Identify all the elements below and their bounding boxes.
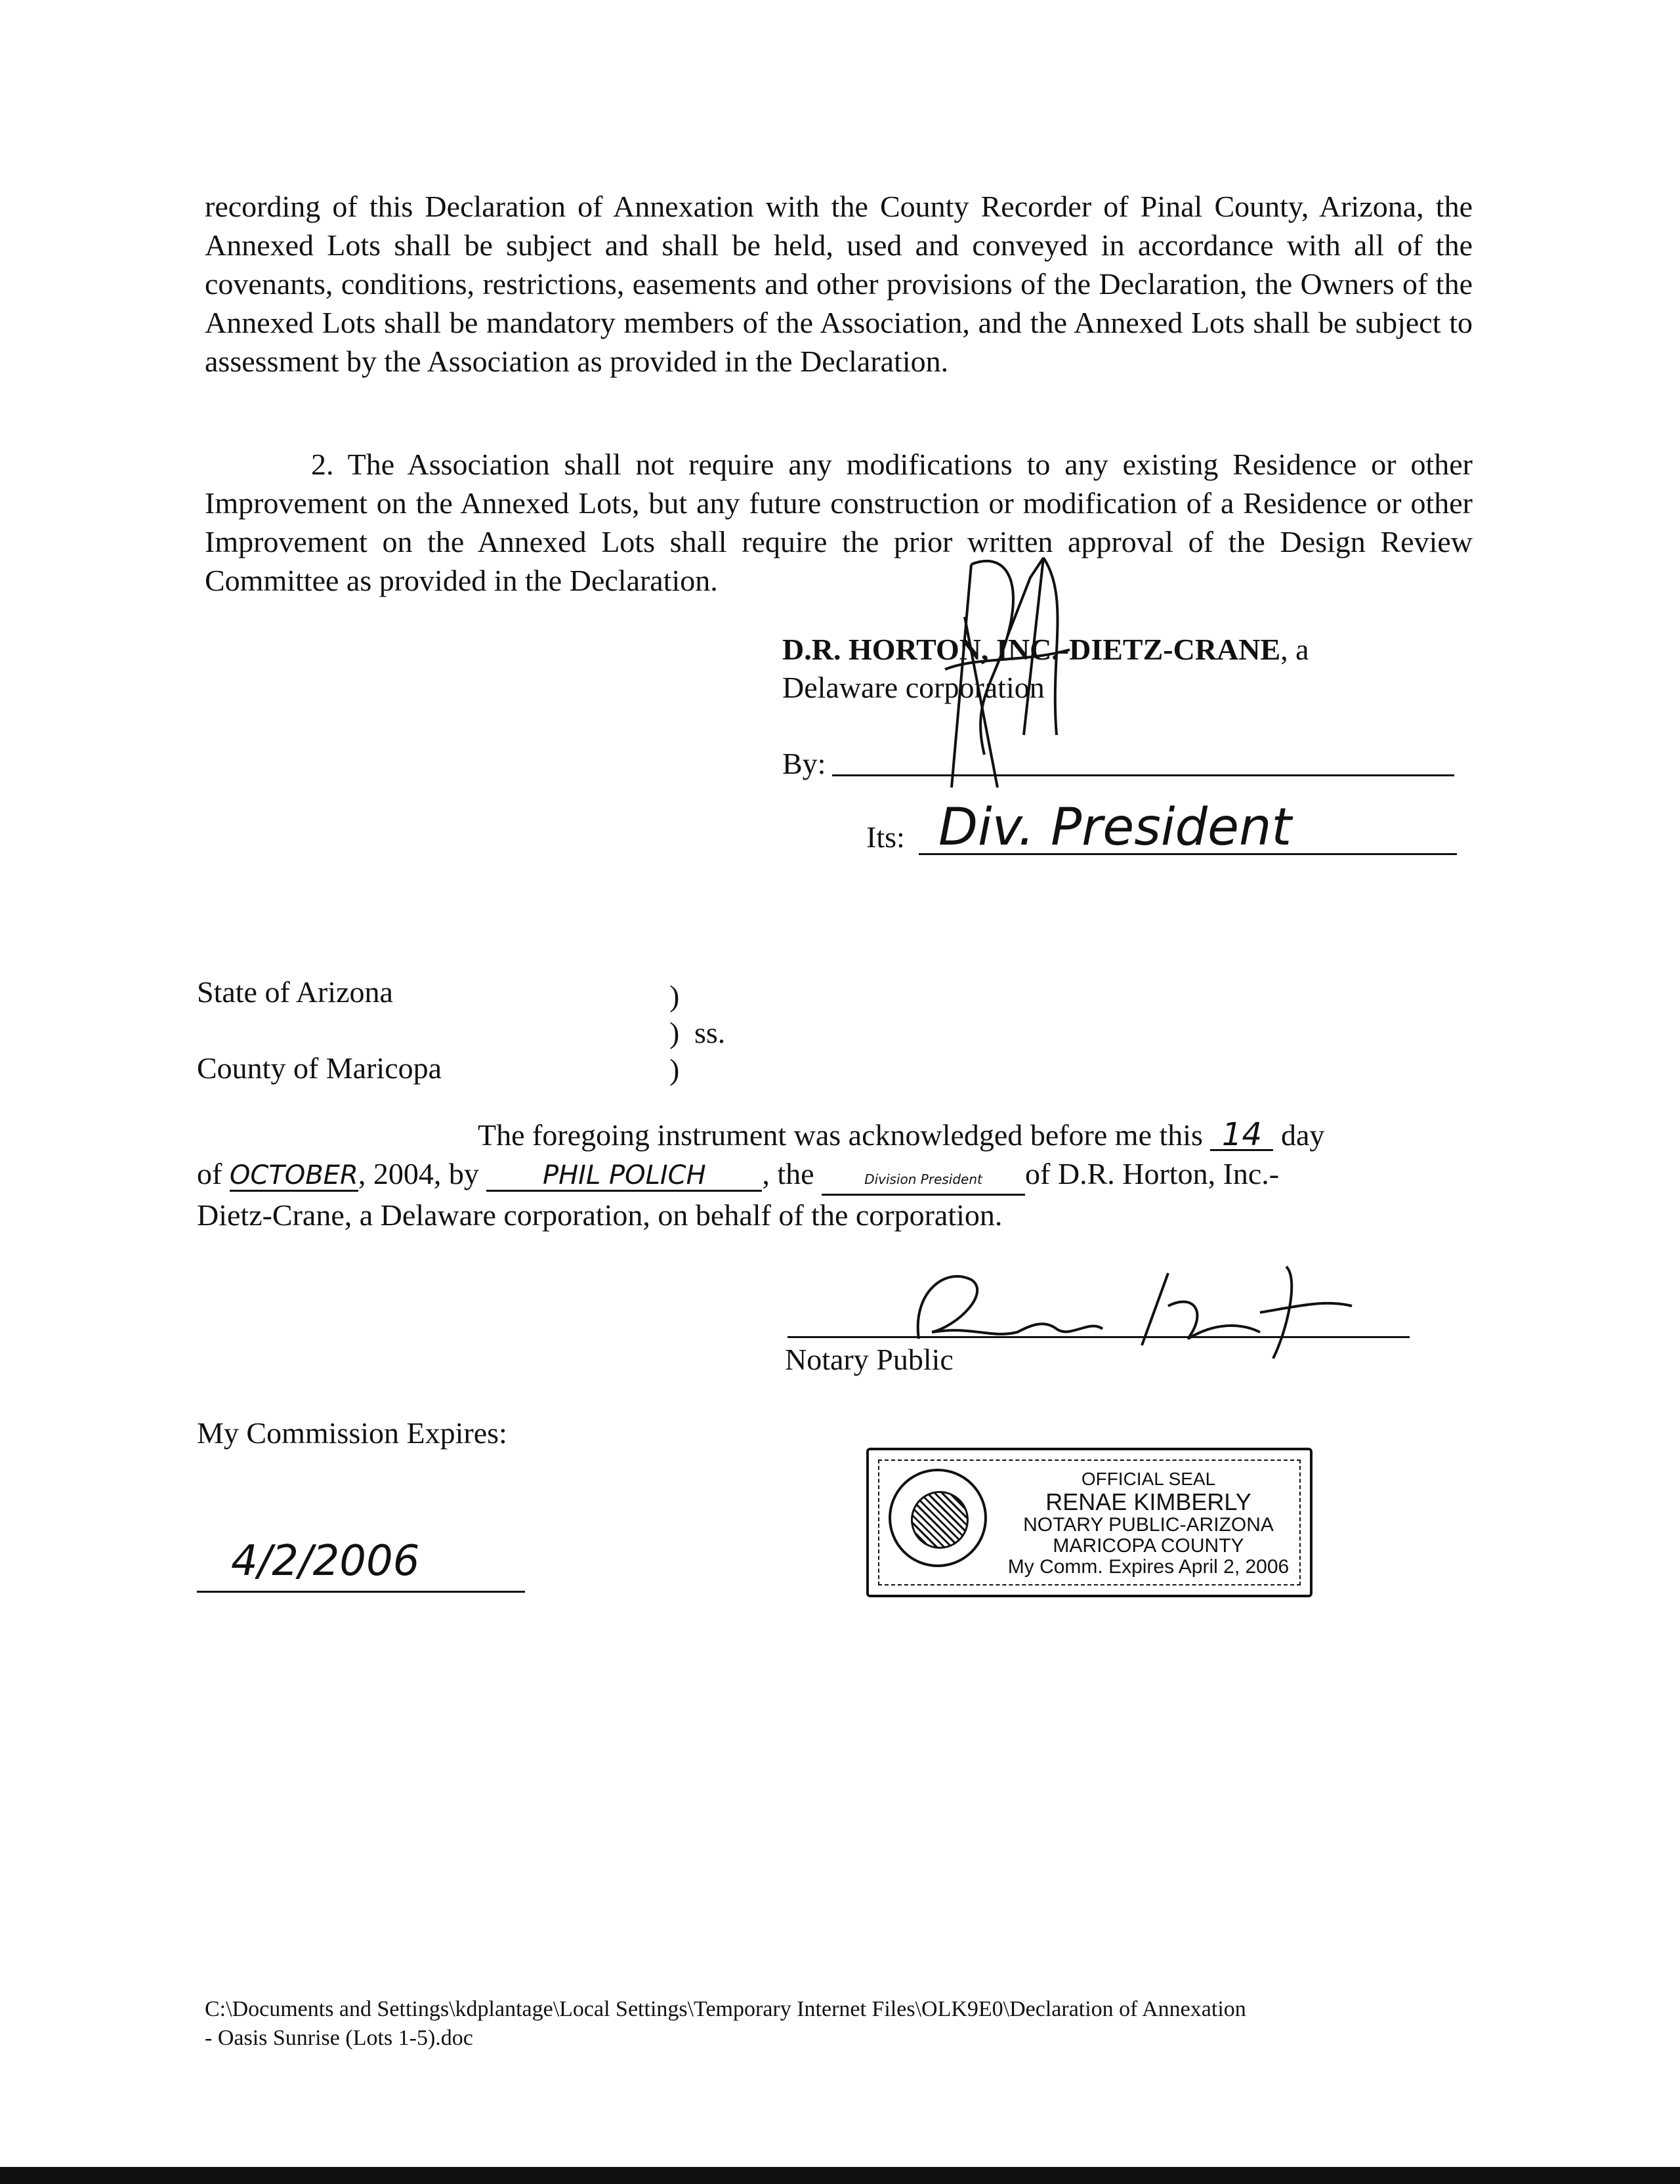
seal-line-4: MARICOPA COUNTY	[1053, 1535, 1244, 1557]
venue-county: County of Maricopa	[197, 1051, 442, 1085]
notary-label: Notary Public	[785, 1343, 954, 1376]
ack-part-6: of D.R. Horton, Inc.-	[1025, 1157, 1280, 1190]
ack-month-value: OCTOBER	[229, 1160, 358, 1190]
commission-label: My Commission Expires:	[197, 1416, 507, 1450]
state-seal-emblem	[889, 1469, 987, 1567]
signer-signature	[873, 538, 1083, 814]
acknowledgment	[197, 1116, 1473, 1234]
seal-line-2: RENAE KIMBERLY	[1045, 1488, 1251, 1515]
by-label: By:	[782, 747, 826, 780]
ack-day-value: 14	[1210, 1120, 1273, 1151]
company-suffix: , a	[1280, 633, 1309, 666]
seal-text	[1000, 1469, 1297, 1578]
commission-value: 4/2/2006	[231, 1537, 420, 1586]
venue-paren-2: )	[669, 1016, 680, 1049]
scan-edge	[0, 2167, 1680, 2184]
file-path-footer	[205, 1995, 1491, 2053]
venue-ss: ss.	[694, 1016, 726, 1049]
paragraph-2: 2. The Association shall not require any modifications to any existing Residence or other Improvement on the Annexed Lots, but any future construction or modification of a Residence or other Improvement on the Annexed Lots shall require the prior written approval of the Design Review Committee as provided in the Declaration.	[205, 448, 1473, 597]
venue-state: State of Arizona	[197, 975, 393, 1009]
its-value: Div. President	[938, 798, 1292, 857]
ack-part-7: Dietz-Crane, a Delaware corporation, on behalf of the corporation.	[197, 1198, 1003, 1232]
official-seal-stamp	[866, 1448, 1312, 1597]
notary-signature-line	[788, 1336, 1410, 1338]
ack-part-3: of	[197, 1157, 222, 1190]
ack-part-1: The foregoing instrument was acknowledged before me this	[478, 1118, 1203, 1152]
paragraph-1: recording of this Declaration of Annexation with the County Recorder of Pinal County, Arizona, the Annexed Lots shall be subject and shall be held, used and conveyed in accordance with all of the covenants, conditions, restrictions, easements and other provisions of the Declaration, the Owners of the Annexed Lots shall be mandatory members of the Association, and the Annexed Lots shall be subject to assessment by the Association as provided in the Declaration.	[205, 190, 1473, 378]
footer-path-line-2: - Oasis Sunrise (Lots 1-5).doc	[205, 2026, 473, 2050]
seal-line-5: My Comm. Expires April 2, 2006	[1007, 1556, 1290, 1578]
notary-signature	[892, 1253, 1365, 1372]
ack-part-5: , the	[762, 1157, 814, 1190]
seal-line-1: OFFICIAL SEAL	[1081, 1469, 1216, 1489]
its-label: Its:	[866, 820, 905, 854]
commission-line	[197, 1591, 525, 1593]
company-line-2: Delaware corporation	[782, 671, 1045, 704]
seal-line-3: NOTARY PUBLIC-ARIZONA	[1023, 1514, 1274, 1536]
ack-title-value: Division President	[822, 1165, 1025, 1196]
footer-path: C:\Documents and Settings\kdplantage\Local Settings\Temporary Internet Files\OLK9E0\Declaration of Annexation	[205, 1997, 1246, 2021]
company-name: D.R. HORTON, INC.-DIETZ-CRANE	[782, 633, 1281, 666]
venue-paren-1: )	[669, 979, 680, 1013]
ack-part-2: day	[1280, 1118, 1325, 1152]
venue-paren-3: )	[669, 1053, 680, 1086]
ack-name-value: PHIL POLICH	[486, 1161, 762, 1192]
ack-part-4: , 2004, by	[358, 1157, 479, 1190]
